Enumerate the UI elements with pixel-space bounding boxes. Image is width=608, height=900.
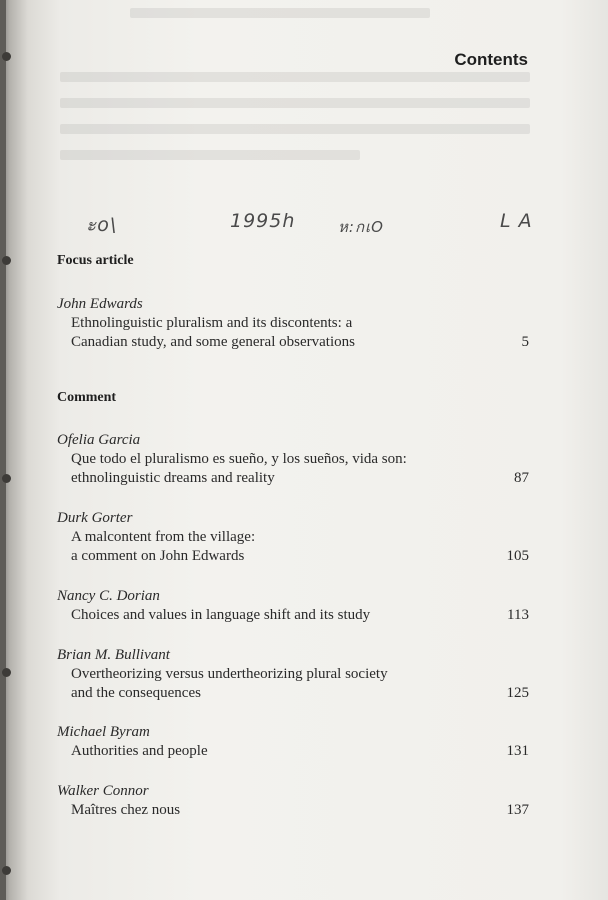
entry-author: Nancy C. Dorian xyxy=(57,588,160,604)
entry-author: Brian M. Bullivant xyxy=(57,647,170,663)
bleed-through-text xyxy=(60,150,360,160)
entry-title-line: Maîtres chez nous xyxy=(71,802,181,818)
entry-page-number: 5 xyxy=(521,334,529,350)
page-title: Contents xyxy=(454,50,528,69)
handwritten-note: L A xyxy=(500,210,533,232)
handwritten-note: ห:กเO xyxy=(338,218,384,236)
entry-title-line: Choices and values in language shift and its study xyxy=(71,607,371,623)
entry-title xyxy=(57,742,531,761)
toc-entry xyxy=(57,646,531,703)
toc-entry xyxy=(57,509,531,566)
section-heading-comment: Comment xyxy=(57,390,117,405)
handwritten-note: ะo\ xyxy=(86,214,118,236)
toc-entry xyxy=(57,723,531,761)
entry-page-number: 105 xyxy=(506,548,529,564)
toc-entry xyxy=(57,782,531,820)
handwritten-note: 1995h xyxy=(230,210,296,232)
entry-title xyxy=(57,801,531,820)
book-spine-edge xyxy=(0,0,6,900)
entry-title xyxy=(57,528,531,566)
entry-author: Ofelia Garcia xyxy=(57,432,141,448)
entry-title-line: and the consequences xyxy=(71,685,201,701)
section-heading-focus-article: Focus article xyxy=(57,253,134,268)
entry-title-line: Overtheorizing versus undertheorizing plural society xyxy=(71,666,388,682)
entry-title xyxy=(57,450,531,488)
entry-title-line: A malcontent from the village: xyxy=(71,529,256,545)
entry-title xyxy=(57,606,531,625)
binding-hole xyxy=(2,256,11,265)
entry-title-line: a comment on John Edwards xyxy=(71,548,245,564)
entry-page-number: 87 xyxy=(514,470,529,486)
toc-entry xyxy=(57,431,531,488)
entry-title-line: Authorities and people xyxy=(71,743,208,759)
entry-page-number: 131 xyxy=(506,743,529,759)
binding-hole xyxy=(2,52,11,61)
binding-hole xyxy=(2,668,11,677)
entry-author: Durk Gorter xyxy=(57,510,133,526)
entry-title-line: Que todo el pluralismo es sueño, y los sueños, vida son: xyxy=(71,451,407,467)
binding-hole xyxy=(2,474,11,483)
bleed-through-text xyxy=(130,8,430,18)
entry-title xyxy=(57,665,531,703)
entry-page-number: 137 xyxy=(506,802,529,818)
toc-entry xyxy=(57,295,531,352)
entry-title xyxy=(57,314,531,352)
bleed-through-text xyxy=(60,124,530,134)
entry-page-number: 113 xyxy=(507,607,529,623)
entry-author: Michael Byram xyxy=(57,724,150,740)
entry-author: Walker Connor xyxy=(57,783,149,799)
toc-entry xyxy=(57,587,531,625)
entry-page-number: 125 xyxy=(506,685,529,701)
binding-hole xyxy=(2,866,11,875)
entry-title-line: ethnolinguistic dreams and reality xyxy=(71,470,275,486)
entry-title-line: Canadian study, and some general observations xyxy=(71,334,355,350)
entry-title-line: Ethnolinguistic pluralism and its discontents: a xyxy=(71,315,353,331)
bleed-through-text xyxy=(60,98,530,108)
bleed-through-text xyxy=(60,72,530,82)
entry-author: John Edwards xyxy=(57,296,143,312)
